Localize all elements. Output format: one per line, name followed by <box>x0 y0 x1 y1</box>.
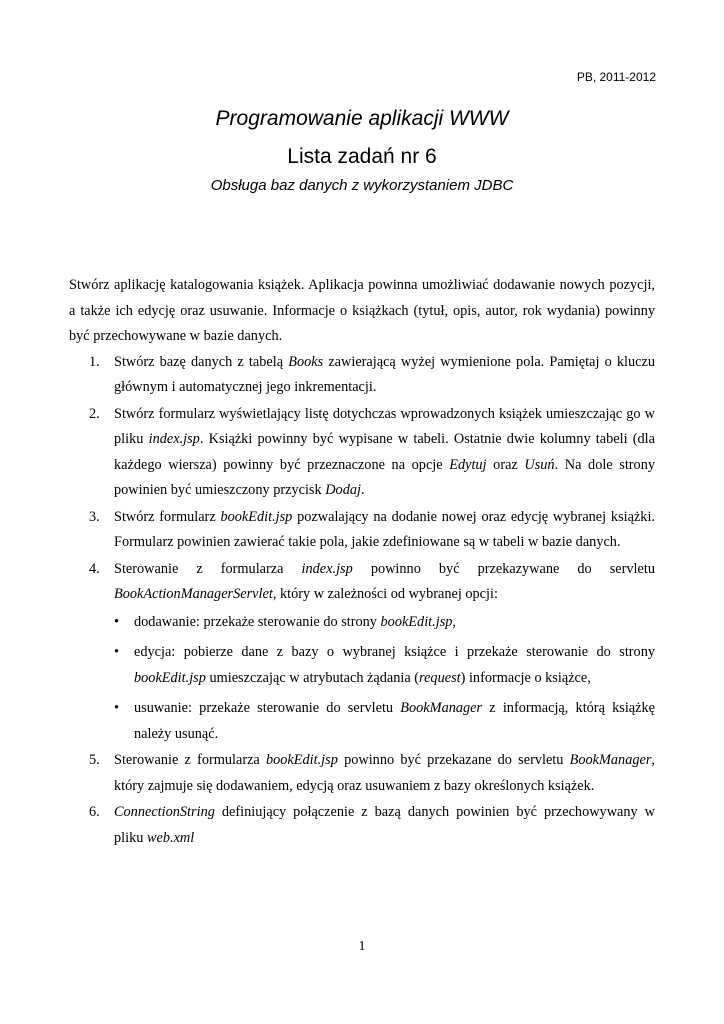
option-text: edycja: pobierze dane z bazy o wybranej książce i przekaże sterowanie do strony <box>134 644 655 660</box>
option-text: , <box>452 613 456 630</box>
task-text: powinno być przekazywane do servletu <box>352 560 655 577</box>
task-term: web.xml <box>146 829 195 846</box>
option-term: bookEdit.jsp <box>134 669 206 686</box>
task-item-2 <box>69 402 655 504</box>
option-item-add <box>114 610 655 636</box>
bullet-icon: • <box>114 613 120 630</box>
task-text: Stwórz formularz <box>114 508 221 525</box>
task-number: 3. <box>89 508 100 525</box>
task-number: 2. <box>89 405 100 422</box>
header-meta: PB, 2011-2012 <box>576 70 656 84</box>
task-term: index.jsp <box>301 560 353 577</box>
task-text: pozwalający na dodanie nowej oraz edycję wybranej książki. Formularz powinien zawierać takie pola, jakie zdefiniowane są w tabeli w bazie danych. <box>114 508 655 550</box>
task-text: Stwórz formularz wyświetlający listę dotychczas wprowadzonych książek umieszczając go w pliku <box>114 405 655 447</box>
task-number: 5. <box>89 752 100 768</box>
option-list <box>114 610 655 748</box>
task-term: BookManager <box>569 752 652 768</box>
task-number: 1. <box>89 353 100 370</box>
task-text: oraz <box>486 456 525 473</box>
bullet-icon: • <box>114 700 120 716</box>
option-text: dodawanie: przekaże sterowanie do strony <box>134 613 381 630</box>
task-text: , który w zależności od wybranej opcji: <box>272 586 498 602</box>
task-item-3 <box>69 505 655 556</box>
document-topic: Obsługa baz danych z wykorzystaniem JDBC <box>210 177 514 194</box>
document-title: Programowanie aplikacji WWW <box>215 107 509 130</box>
task-text: . Na dole strony powinien być umieszczony przycisk <box>114 456 656 498</box>
task-term: Edytuj <box>449 456 487 473</box>
task-text: Stwórz bazę danych z tabelą <box>114 353 289 370</box>
task-text: Sterowanie z formularza <box>114 560 302 577</box>
task-term: Books <box>288 353 324 370</box>
task-number: 4. <box>89 560 100 577</box>
option-text: usuwanie: przekaże sterowanie do servletu <box>134 700 401 716</box>
task-term: bookEdit.jsp <box>220 508 293 525</box>
task-item-4 <box>69 557 655 748</box>
option-term: BookManager <box>400 700 483 716</box>
task-text: definiujący połączenie z bazą danych powinien być przechowywany w pliku <box>114 804 655 846</box>
task-number: 6. <box>89 804 100 820</box>
task-item-5 <box>69 748 655 799</box>
task-term: index.jsp <box>148 431 200 447</box>
task-term: Dodaj <box>325 482 361 498</box>
option-text: z informacją, którą książkę należy usunąć. <box>134 700 655 742</box>
task-text: Sterowanie z formularza <box>114 752 266 768</box>
option-item-edit <box>114 640 655 691</box>
option-item-delete <box>114 696 655 747</box>
task-text: , który zajmuje się dodawaniem, edycją oraz usuwaniem z bazy określonych książek. <box>114 752 655 794</box>
option-text: ) informacje o książce, <box>460 669 591 686</box>
task-text: . <box>360 482 365 498</box>
task-term: bookEdit.jsp <box>265 752 338 768</box>
bullet-icon: • <box>114 644 120 660</box>
task-item-1 <box>69 350 655 401</box>
option-term: bookEdit.jsp <box>380 613 453 630</box>
task-term: Usuń <box>524 456 555 473</box>
option-term: request <box>419 669 461 686</box>
document-body <box>69 273 655 851</box>
task-text: powinno być przekazane do servletu <box>337 752 570 768</box>
intro-paragraph: Stwórz aplikację katalogowania książek. Aplikacja powinna umożliwiać dodawanie nowych pozycji, a także ich edycję oraz usuwanie. Informacje o książkach (tytuł, opis, autor, rok wydania) powinny być przechowywane w bazie danych. <box>69 277 655 344</box>
task-list <box>69 350 655 852</box>
task-term: ConnectionString <box>114 804 215 820</box>
document-subtitle: Lista zadań nr 6 <box>287 145 437 168</box>
task-text: zawierającą wyżej wymienione pola. Pamiętaj o kluczu głównym i automatycznej jego inkrementacji. <box>114 353 655 395</box>
option-text: umieszczając w atrybutach żądania ( <box>205 669 420 686</box>
page-number: 1 <box>358 939 366 954</box>
task-text: . Książki powinny być wypisane w tabeli. Ostatnie dwie kolumny tabeli (dla każdego wiersza) powinny być przeznaczone na opcje <box>114 431 655 473</box>
task-term: BookActionManagerServlet <box>114 586 273 602</box>
task-item-6 <box>69 800 655 851</box>
